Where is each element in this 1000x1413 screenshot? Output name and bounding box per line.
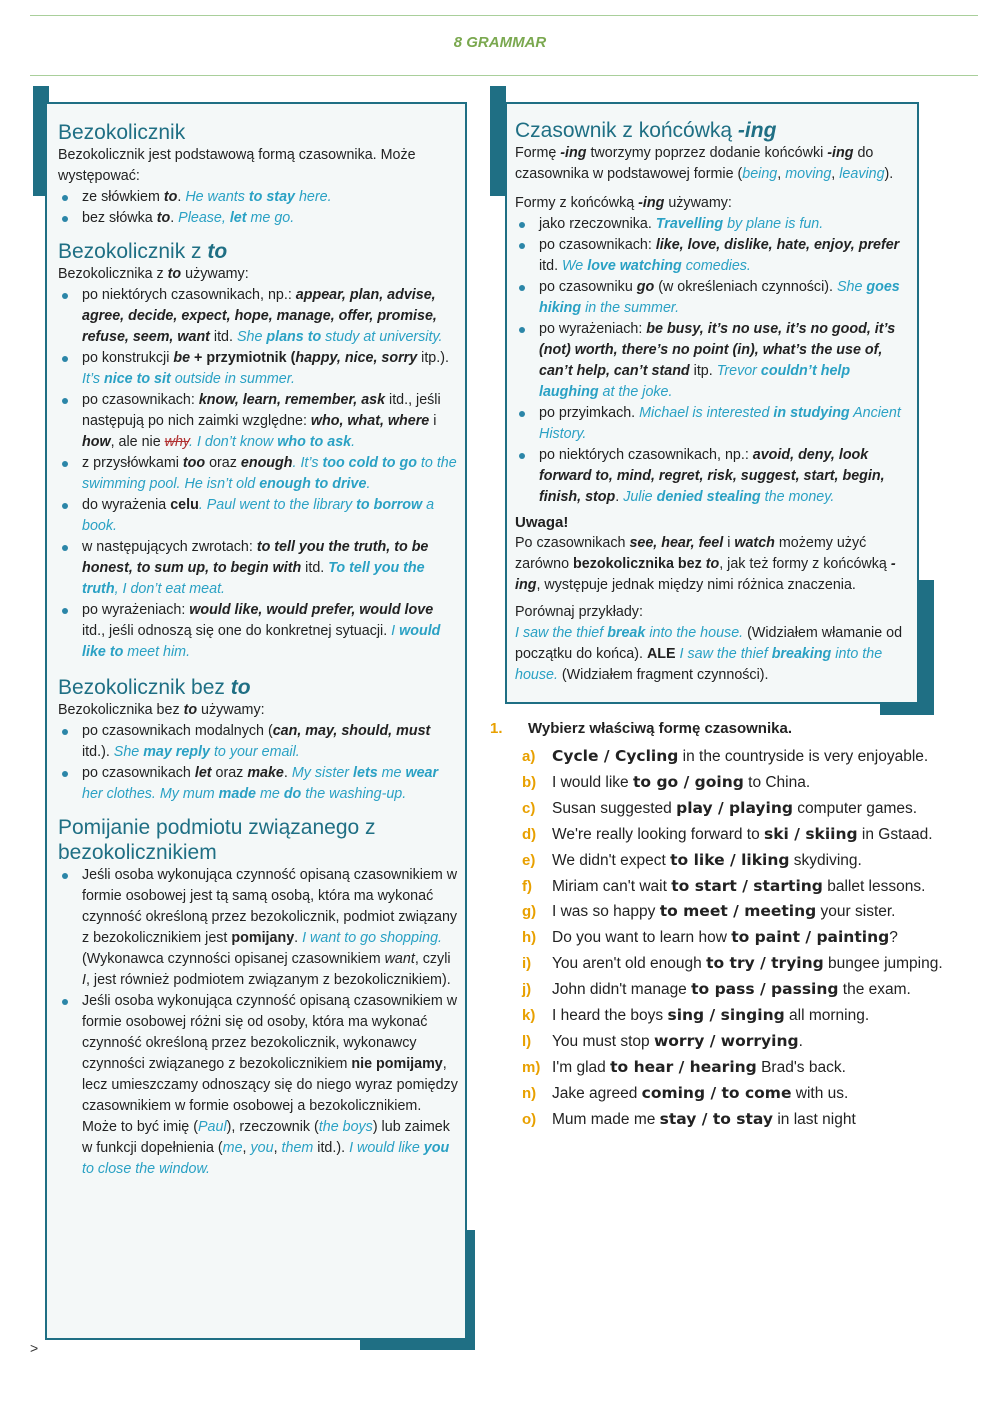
item-options[interactable]: play / playing — [676, 798, 793, 817]
item-letter: h) — [522, 929, 537, 947]
item-options[interactable]: sing / singing — [667, 1006, 785, 1024]
item-letter: d) — [522, 825, 537, 843]
section-title-ing: Czasownik z końcówką -ing — [515, 119, 777, 142]
list-item: do wyrażenia celu. Paul went to the library to borrow a book. — [58, 495, 458, 537]
header-rule — [30, 75, 978, 76]
item-pre: We didn't expect — [552, 851, 671, 869]
item-pre: Miriam can't wait — [552, 877, 672, 895]
item-options[interactable]: to hear / hearing — [610, 1057, 757, 1076]
item-options[interactable]: ski / skiing — [764, 824, 858, 843]
item-post: the exam. — [838, 981, 911, 999]
item-options[interactable]: worry / worrying — [653, 1031, 799, 1050]
top-rule — [30, 15, 978, 16]
exercise-item — [522, 927, 898, 948]
item-post: ballet lessons. — [822, 877, 926, 895]
item-letter: n) — [522, 1084, 537, 1102]
item-post: in the countryside is very enjoyable. — [678, 748, 929, 765]
list-item: po niektórych czasownikach, np.: appear, plan, advise, agree, decide, expect, hope, manage, offer, promise, refuse, seem, want itd. She plans to study at university. — [58, 285, 458, 348]
item-post: your sister. — [816, 903, 896, 921]
exercise-item — [522, 746, 928, 767]
item-options[interactable]: Cycle / Cycling — [552, 747, 679, 765]
list-item: po czasownikach: like, love, dislike, hate, enjoy, prefer itd. We love watching comedies. — [515, 235, 911, 277]
item-letter: i) — [522, 955, 532, 973]
list-item: z przysłówkami too oraz enough. It’s too cold to go to the swimming pool. He isn’t old enough to drive. — [58, 453, 458, 495]
item-options[interactable]: to go / going — [632, 772, 744, 791]
item-post: Brad's back. — [756, 1058, 846, 1076]
exercise-item — [522, 824, 933, 845]
list-item: Jeśli osoba wykonująca czynność opisaną czasownikiem w formie osobowej jest tą samą osobą, która ma wykonać czynność określoną przez bezokolicznik, podmiot związany z bezokolicznikiem jest pomijany. I want to go shopping. (Wykonawca czynności opisanej czasownikiem want, czyli I, jest również podmiotem związanym z bezokolicznikiem). — [58, 865, 458, 991]
exercise-item — [522, 876, 925, 897]
item-letter: g) — [522, 903, 537, 921]
item-post: all morning. — [784, 1007, 870, 1024]
item-options[interactable]: to start / starting — [671, 876, 823, 895]
list-item: w następujących zwrotach: to tell you the truth, to be honest, to sum up, to begin with itd. To tell you the truth, I don’t eat meat. — [58, 537, 458, 600]
item-pre: You must stop — [552, 1032, 654, 1050]
item-options[interactable]: coming / to come — [641, 1083, 792, 1102]
section-title-z-to: Bezokolicznik z to — [58, 240, 228, 263]
item-pre: Jake agreed — [552, 1084, 642, 1102]
exercise-item — [522, 772, 810, 793]
uwaga-title: Uwaga! — [515, 514, 569, 531]
porownaj-title: Porównaj przykłady: — [515, 604, 643, 620]
item-post: . — [798, 1032, 803, 1050]
item-options[interactable]: to paint / painting — [731, 928, 890, 947]
list-item: po czasownikach: know, learn, remember, ask itd., jeśli następują po nich zaimki względne: who, what, where i how, ale nie why. I don’t know who to ask. — [58, 390, 458, 453]
ing-intro: Formę -ing tworzymy poprzez dodanie końcówki -ing do czasownika w podstawowej formie (being, moving, leaving). — [515, 145, 894, 182]
item-letter: a) — [522, 748, 536, 765]
porownaj-text: I saw the thief break into the house. (Widziałem włamanie od początku do końca). ALE I saw the thief breaking into the house. (Widziałem fragment czynności). — [515, 625, 903, 683]
exercise-item — [522, 850, 862, 871]
item-pre: Mum made me — [552, 1110, 660, 1128]
list-item: ze słówkiem to. He wants to stay here. — [58, 187, 458, 208]
item-post: with us. — [791, 1084, 849, 1102]
item-post: bungee jumping. — [823, 955, 943, 973]
item-pre: I would like — [552, 773, 633, 791]
right-accent-top — [490, 86, 506, 196]
item-post: computer games. — [792, 799, 918, 817]
item-options[interactable]: to try / trying — [706, 954, 824, 973]
page-header: 8 GRAMMAR — [453, 34, 547, 51]
ing-box — [505, 102, 919, 704]
exercise-title: 1. Wybierz właściwą formę czasownika. — [490, 720, 792, 737]
list-item: po niektórych czasownikach, np.: avoid, deny, look forward to, mind, regret, risk, suggest, start, begin, finish, stop. Julie denied stealing the money. — [515, 445, 911, 508]
item-options[interactable]: to like / liking — [670, 850, 790, 869]
item-post: skydiving. — [789, 851, 862, 869]
item-options[interactable]: stay / to stay — [659, 1109, 774, 1128]
list-item: po konstrukcji be + przymiotnik (happy, nice, sorry itp.). It’s nice to sit outside in summer. — [58, 348, 458, 390]
item-letter: m) — [522, 1058, 541, 1076]
ing-forms-intro: Formy z końcówką -ing używamy: — [515, 195, 732, 211]
item-letter: b) — [522, 773, 537, 791]
exercise-item — [522, 1031, 803, 1052]
list-item: po czasowniku go (w określeniach czynności). She goes hiking in the summer. — [515, 277, 911, 319]
exercise-item — [522, 798, 917, 819]
item-pre: Susan suggested — [552, 799, 677, 817]
item-pre: We're really looking forward to — [552, 825, 765, 843]
item-options[interactable]: to pass / passing — [691, 980, 839, 999]
list-item: po przyimkach. Michael is interested in studying Ancient History. — [515, 403, 911, 445]
exercise-item — [522, 1109, 856, 1130]
item-post: in Gstaad. — [857, 825, 933, 843]
item-letter: c) — [522, 799, 536, 817]
item-pre: I was so happy — [552, 903, 660, 921]
item-pre: I heard the boys — [552, 1007, 668, 1024]
item-letter: f) — [522, 877, 532, 895]
item-letter: e) — [522, 851, 536, 869]
list-item: po czasownikach modalnych (can, may, should, must itd.). She may reply to your email. — [58, 721, 458, 763]
item-post: in last night — [773, 1110, 856, 1128]
item-pre: John didn't manage — [552, 981, 692, 999]
item-post: ? — [889, 929, 898, 947]
list-item: bez słówka to. Please, let me go. — [58, 208, 458, 229]
exercise-item — [522, 1083, 848, 1104]
item-letter: l) — [522, 1032, 532, 1050]
list-item: jako rzeczownika. Travelling by plane is fun. — [515, 214, 911, 235]
list-item: po wyrażeniach: would like, would prefer, would love itd., jeśli odnoszą się one do konkretnej sytuacji. I would like to meet him. — [58, 600, 458, 663]
item-pre: I'm glad — [552, 1058, 611, 1076]
exercise-item — [522, 953, 943, 974]
page-mark-icon: ˃ — [30, 1340, 39, 1356]
infinitive-box — [45, 102, 467, 1340]
item-letter: j) — [522, 981, 532, 999]
exercise-item — [522, 901, 895, 922]
uwaga-text: Po czasownikach see, hear, feel i watch możemy użyć zarówno bezokolicznika bez to, jak też formy z końcówką -ing, występuje jednak między nimi różnica znaczenia. — [515, 535, 896, 593]
list-item: po czasownikach let oraz make. My sister lets me wear her clothes. My mum made me do the washing-up. — [58, 763, 458, 805]
item-pre: Do you want to learn how — [552, 929, 732, 947]
section-title-pomijanie: Pomijanie podmiotu związanego z bezokolicznikiem — [58, 816, 376, 864]
exercise-item — [522, 1005, 869, 1026]
bez-intro: Bezokolicznik jest podstawową formą czasownika. Może występować: — [58, 147, 416, 184]
section-title-bez-to: Bezokolicznik bez to — [58, 676, 251, 699]
exercise-item — [522, 1057, 846, 1078]
zto-intro: Bezokolicznika z to używamy: — [58, 266, 249, 282]
item-post: to China. — [743, 773, 811, 791]
item-letter: o) — [522, 1110, 537, 1128]
item-pre: You aren't old enough — [552, 955, 707, 973]
section-title-bezokolicznik: Bezokolicznik — [58, 121, 186, 144]
item-options[interactable]: to meet / meeting — [659, 902, 817, 921]
item-letter: k) — [522, 1007, 536, 1024]
list-item: Jeśli osoba wykonująca czynność opisaną czasownikiem w formie osobowej różni się od osoby, która ma wykonać czynność określoną przez bezokolicznik, wykonawcy czynności związanego z bezokolicznikiem nie pomijamy, lecz umieszczamy odnoszący się do niego wyraz pomiędzy czasownikiem w formie osobowej a bezokolicznikiem. Może to być imię (Paul), rzeczownik (the boys) lub zaimek w funkcji dopełnienia (me, you, them itd.). I would like you to close the window. — [58, 991, 458, 1180]
list-item: po wyrażeniach: be busy, it’s no use, it’s no good, it’s (not) worth, there’s no point (in), what’s the use of, can’t help, can’t stand itp. Trevor couldn’t help laughing at the joke. — [515, 319, 911, 403]
bezto-intro: Bezokolicznika bez to używamy: — [58, 702, 265, 718]
exercise-item — [522, 979, 911, 1000]
